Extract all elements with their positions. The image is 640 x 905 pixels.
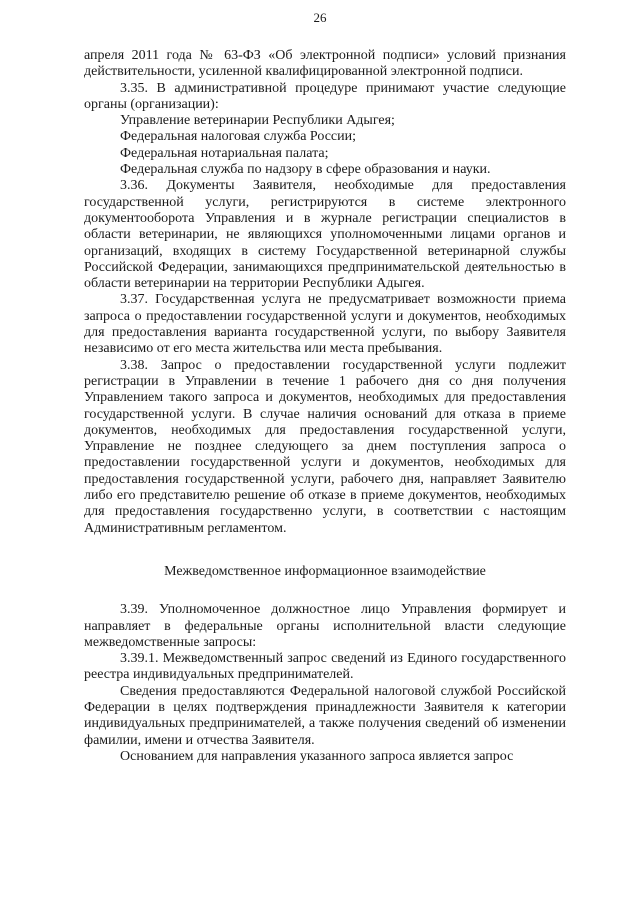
paragraph-3-36: 3.36. Документы Заявителя, необходимые для предоставления государственной услуги, регистрируются в системе электронного документооборота Управления и в журнале регистрации специалистов в области ветеринарии, не являющихся уполномоченными лицами органов и организаций, входящих в систему Государственной ветеринарной службы Российской Федерации, занимающихся предпринимательской деятельностью в области ветеринарии на территории Республики Адыгея. xyxy=(84,178,566,292)
paragraph-3-39: 3.39. Уполномоченное должностное лицо Управления формирует и направляет в федеральные органы исполнительной власти следующие межведомственные запросы: xyxy=(84,602,566,650)
section-heading: Межведомственное информационное взаимодействие xyxy=(164,563,486,579)
paragraph-continuation: апреля 2011 года № 63-ФЗ «Об электронной подписи» условий признания действительности, усиленной квалифицированной электронной подписи. xyxy=(84,48,566,80)
paragraph-basis: Основанием для направления указанного запроса является запрос xyxy=(120,748,514,764)
page-number: 26 xyxy=(313,10,327,25)
paragraph-info-provider: Сведения предоставляются Федеральной налоговой службой Российской Федерации в целях подтверждения принадлежности Заявителя к категории индивидуальных предпринимателей, а также получения сведений об изменении фамилии, имени и отчества Заявителя. xyxy=(84,683,566,748)
list-item-organization: Федеральная налоговая служба России; xyxy=(120,129,356,145)
list-item-organization: Управление ветеринарии Республики Адыгея; xyxy=(120,113,395,129)
paragraph-3-38: 3.38. Запрос о предоставлении государственной услуги подлежит регистрации в Управлении в течение 1 рабочего дня со дня получения Управлением такого запроса и документов, необходимых для предоставления государственной услуги. В случае наличия оснований для отказа в приеме документов, необходимых для предоставления государственной услуги, Управление не позднее следующего за днем поступления запроса о предоставлении государственной услуги и документов, необходимых для предоставления государственной услуги, рабочего дня, направляет Заявителю либо его представителю решение об отказе в приеме документов, необходимых для предоставления государственно услуги, в соответствии с настоящим Административным регламентом. xyxy=(84,357,566,536)
list-item-organization: Федеральная служба по надзору в сфере образования и науки. xyxy=(120,162,491,178)
paragraph-3-39-1: 3.39.1. Межведомственный запрос сведений из Единого государственного реестра индивидуальных предпринимателей. xyxy=(84,651,566,683)
paragraph-3-37: 3.37. Государственная услуга не предусматривает возможности приема запроса о предоставлении государственной услуги и документов, необходимых для предоставления варианта государственной услуги, по выбору Заявителя независимо от его места жительства или места пребывания. xyxy=(84,292,566,357)
paragraph-3-35: 3.35. В административной процедуре принимают участие следующие органы (организации): xyxy=(84,80,566,112)
list-item-organization: Федеральная нотариальная палата; xyxy=(120,145,329,161)
document-body xyxy=(84,48,566,765)
